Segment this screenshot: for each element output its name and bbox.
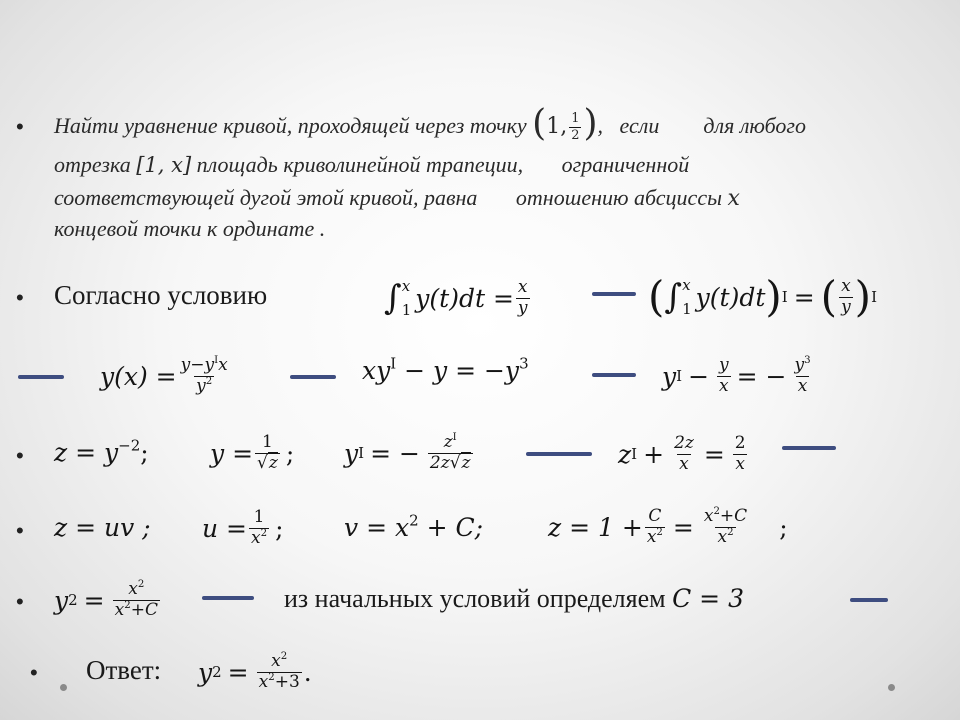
point-coordinates: (1, $\frac{1}{2}$ ) [532, 102, 598, 144]
variable-x: x [727, 186, 740, 211]
problem-line-2 [54, 152, 689, 178]
fraction: $\frac{x^2+C}{x^2}$ [703, 505, 748, 547]
fraction: $\frac{x}{y}$ [841, 275, 851, 317]
arrow-icon [290, 375, 336, 379]
bullet: • [16, 443, 24, 468]
step5-eq: y 2 = $\frac{x^2}{x^2+C}$ [54, 578, 158, 620]
problem-text: ограниченной [561, 152, 690, 177]
answer-eq: y 2 = $\frac{x^2}{x^2+3}$ . [198, 650, 312, 692]
integral-lower: 1 [401, 301, 412, 319]
problem-text: Найти уравнение кривой, проходящей через точку [54, 113, 527, 139]
arrow-icon [850, 598, 888, 602]
lhs: y(x) = [100, 361, 177, 391]
step5-text: из начальных условий определяем C = 3 [284, 584, 744, 613]
fraction: $\frac{1}{x^2}$ [251, 506, 268, 548]
initial-condition: C = 3 [672, 584, 744, 613]
problem-text: для любого [703, 113, 806, 139]
step4-eq4: z = 1 + $\frac{C}{x^2}$ = $\frac{x^2+C}{x^2}$ ; [548, 505, 788, 547]
problem-text: если [619, 113, 660, 139]
integral-upper: x [401, 277, 411, 295]
arrow-icon [202, 596, 254, 600]
fraction: $\frac{x}{y}$ [517, 276, 528, 318]
integral-sign: ∫ [664, 277, 683, 317]
bullet: • [16, 518, 24, 543]
fraction: $\frac{1}{√z}$ [257, 431, 278, 473]
problem-line-4 [54, 216, 325, 242]
step2-eq1 [100, 350, 232, 402]
fraction: $\frac{y-y^Ix}{y^2}$ [180, 354, 228, 396]
bullet: • [30, 660, 38, 685]
step3-eq4: z I + $\frac{2z}{x}$ = $\frac{2}{x}$ [618, 432, 746, 474]
fraction: $\frac{C}{x^2}$ [646, 505, 663, 547]
decorative-dot [888, 684, 895, 691]
integral-upper: x [682, 276, 691, 294]
step2-eq3: y I − $\frac{y}{x}$ = − $\frac{y^3}{x}$ [662, 354, 811, 396]
arrow-icon [592, 292, 636, 296]
step3-eq2: y = $\frac{1}{√z}$ ; [210, 431, 295, 473]
bullet: • [16, 114, 24, 139]
problem-text: отрезка [54, 152, 131, 177]
arrow-icon [782, 446, 836, 450]
fraction: $\frac{y}{x}$ [719, 354, 729, 396]
problem-text: площадь криволинейной трапеции, [196, 152, 524, 177]
integral-lower: 1 [682, 300, 692, 318]
equals: = [793, 282, 815, 312]
step3-eq1: $z = y^{-2}$; [54, 436, 149, 467]
step4-eq1: z = uv ; [54, 513, 151, 542]
problem-line-3 [54, 185, 740, 211]
step4-eq3: $v = x^2 + C$; [344, 511, 484, 542]
integrand: y(t)dt = [415, 283, 514, 313]
problem-text: соответствующей дугой этой кривой, равна [54, 185, 478, 210]
bullet: • [16, 285, 24, 310]
arrow-icon [526, 452, 592, 456]
step4-eq2: u = $\frac{1}{x^2}$ ; [202, 506, 284, 548]
interval: [1, x] [136, 153, 192, 177]
bullet: • [16, 589, 24, 614]
arrow-icon [18, 375, 64, 379]
problem-line-1 [54, 102, 806, 144]
problem-text: отношению абсциссы [515, 185, 722, 210]
integrand: y(t)dt [695, 282, 766, 312]
problem-text: концевой точки к ординате . [54, 216, 326, 241]
fraction: $\frac{x^2}{x^2+3}$ [258, 650, 300, 692]
problem-text: , [597, 113, 604, 139]
fraction: $\frac{x^2}{x^2+C}$ [114, 578, 158, 620]
step3-eq3: y I = − $\frac{z^I}{2z√z}$ [344, 431, 471, 473]
answer-label: Ответ: [86, 655, 162, 685]
step1-label: Согласно условию [54, 280, 268, 310]
step2-eq2: $xy^I - y = -y^3$ [362, 354, 529, 385]
step1-derivative-eq: ( ∫ x 1 y(t)dt ) I = ( $\frac{x}{y}$ ) I [648, 272, 877, 321]
decorative-dot [60, 684, 67, 691]
fraction: $\frac{z^I}{2z√z}$ [429, 431, 471, 473]
step1-integral-eq [384, 268, 532, 328]
arrow-icon [592, 373, 636, 377]
fraction: $\frac{2z}{x}$ [674, 432, 694, 474]
integral-sign: ∫ [384, 278, 402, 318]
fraction: $\frac{2}{x}$ [734, 432, 746, 474]
fraction: $\frac{y^3}{x}$ [794, 354, 811, 396]
